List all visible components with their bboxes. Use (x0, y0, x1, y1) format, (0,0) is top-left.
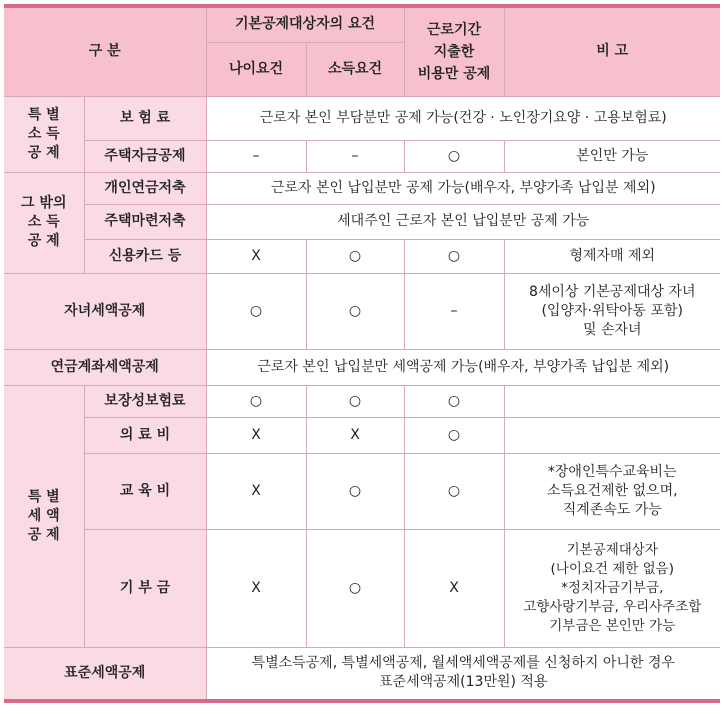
housing-savings-text: 세대주인 근로자 본인 납입분만 공제 가능 (206, 204, 720, 239)
education-note: *장애인특수교육비는 소득요건제한 없으며, 직계존속도 가능 (504, 453, 720, 529)
donation-period: X (404, 529, 504, 647)
row-label-medical: 의 료 비 (84, 417, 206, 453)
row-label-donation: 기 부 금 (84, 529, 206, 647)
header-age: 나이요건 (206, 42, 306, 96)
insurance-text: 근로자 본인 부담분만 공제 가능(건강 · 노인장기요양 · 고용보험료) (206, 96, 720, 140)
table-row (4, 417, 720, 453)
credit-card-note: 형제자매 제외 (504, 239, 720, 273)
row-label-housing-savings: 주택마련저축 (84, 204, 206, 239)
table-row (4, 172, 720, 204)
table-row (4, 453, 720, 529)
protection-insurance-age: ○ (206, 385, 306, 417)
medical-note (504, 417, 720, 453)
child-credit-period: – (404, 273, 504, 349)
table-row (4, 140, 720, 172)
group-other-income: 그 밖의 소 득 공 제 (4, 172, 84, 273)
deduction-requirements-table (4, 4, 720, 703)
header-work-period: 근로기간 지출한 비용만 공제 (404, 6, 504, 96)
table-row (4, 349, 720, 385)
housing-fund-age: – (206, 140, 306, 172)
row-label-pension-account: 연금계좌세액공제 (4, 349, 206, 385)
housing-fund-period: ○ (404, 140, 504, 172)
credit-card-income: ○ (306, 239, 404, 273)
row-label-child-credit: 자녀세액공제 (4, 273, 206, 349)
table-row (4, 529, 720, 647)
pension-savings-text: 근로자 본인 납입분만 공제 가능(배우자, 부양가족 납입분 제외) (206, 172, 720, 204)
table-row (4, 239, 720, 273)
education-income: ○ (306, 453, 404, 529)
medical-period: ○ (404, 417, 504, 453)
protection-insurance-income: ○ (306, 385, 404, 417)
medical-income: X (306, 417, 404, 453)
credit-card-age: X (206, 239, 306, 273)
protection-insurance-note (504, 385, 720, 417)
medical-age: X (206, 417, 306, 453)
housing-fund-income: – (306, 140, 404, 172)
credit-card-period: ○ (404, 239, 504, 273)
group-special-income: 특 별 소 득 공 제 (4, 96, 84, 172)
child-credit-income: ○ (306, 273, 404, 349)
header-income: 소득요건 (306, 42, 404, 96)
header-requirements: 기본공제대상자의 요건 (206, 6, 404, 42)
education-age: X (206, 453, 306, 529)
standard-credit-text: 특별소득공제, 특별세액공제, 월세액세액공제를 신청하지 아니한 경우 표준세액공제(13만원) 적용 (206, 647, 720, 701)
row-label-housing-fund: 주택자금공제 (84, 140, 206, 172)
protection-insurance-period: ○ (404, 385, 504, 417)
donation-note: 기본공제대상자 (나이요건 제한 없음) *정치자금기부금, 고향사랑기부금, 우리사주조합 기부금은 본인만 가능 (504, 529, 720, 647)
child-credit-note: 8세이상 기본공제대상 자녀 (입양자·위탁아동 포함) 및 손자녀 (504, 273, 720, 349)
row-label-credit-card: 신용카드 등 (84, 239, 206, 273)
row-label-pension-savings: 개인연금저축 (84, 172, 206, 204)
table-row (4, 96, 720, 140)
header-category: 구 분 (4, 6, 206, 96)
education-period: ○ (404, 453, 504, 529)
donation-income: ○ (306, 529, 404, 647)
row-label-insurance: 보 험 료 (84, 96, 206, 140)
group-special-tax: 특 별 세 액 공 제 (4, 385, 84, 647)
housing-fund-note: 본인만 가능 (504, 140, 720, 172)
row-label-standard-credit: 표준세액공제 (4, 647, 206, 701)
pension-account-text: 근로자 본인 납입분만 세액공제 가능(배우자, 부양가족 납입분 제외) (206, 349, 720, 385)
table-row (4, 273, 720, 349)
donation-age: X (206, 529, 306, 647)
table-row (4, 647, 720, 701)
row-label-protection-insurance: 보장성보험료 (84, 385, 206, 417)
table-row (4, 204, 720, 239)
row-label-education: 교 육 비 (84, 453, 206, 529)
header-remarks: 비 고 (504, 6, 720, 96)
child-credit-age: ○ (206, 273, 306, 349)
table-row (4, 385, 720, 417)
